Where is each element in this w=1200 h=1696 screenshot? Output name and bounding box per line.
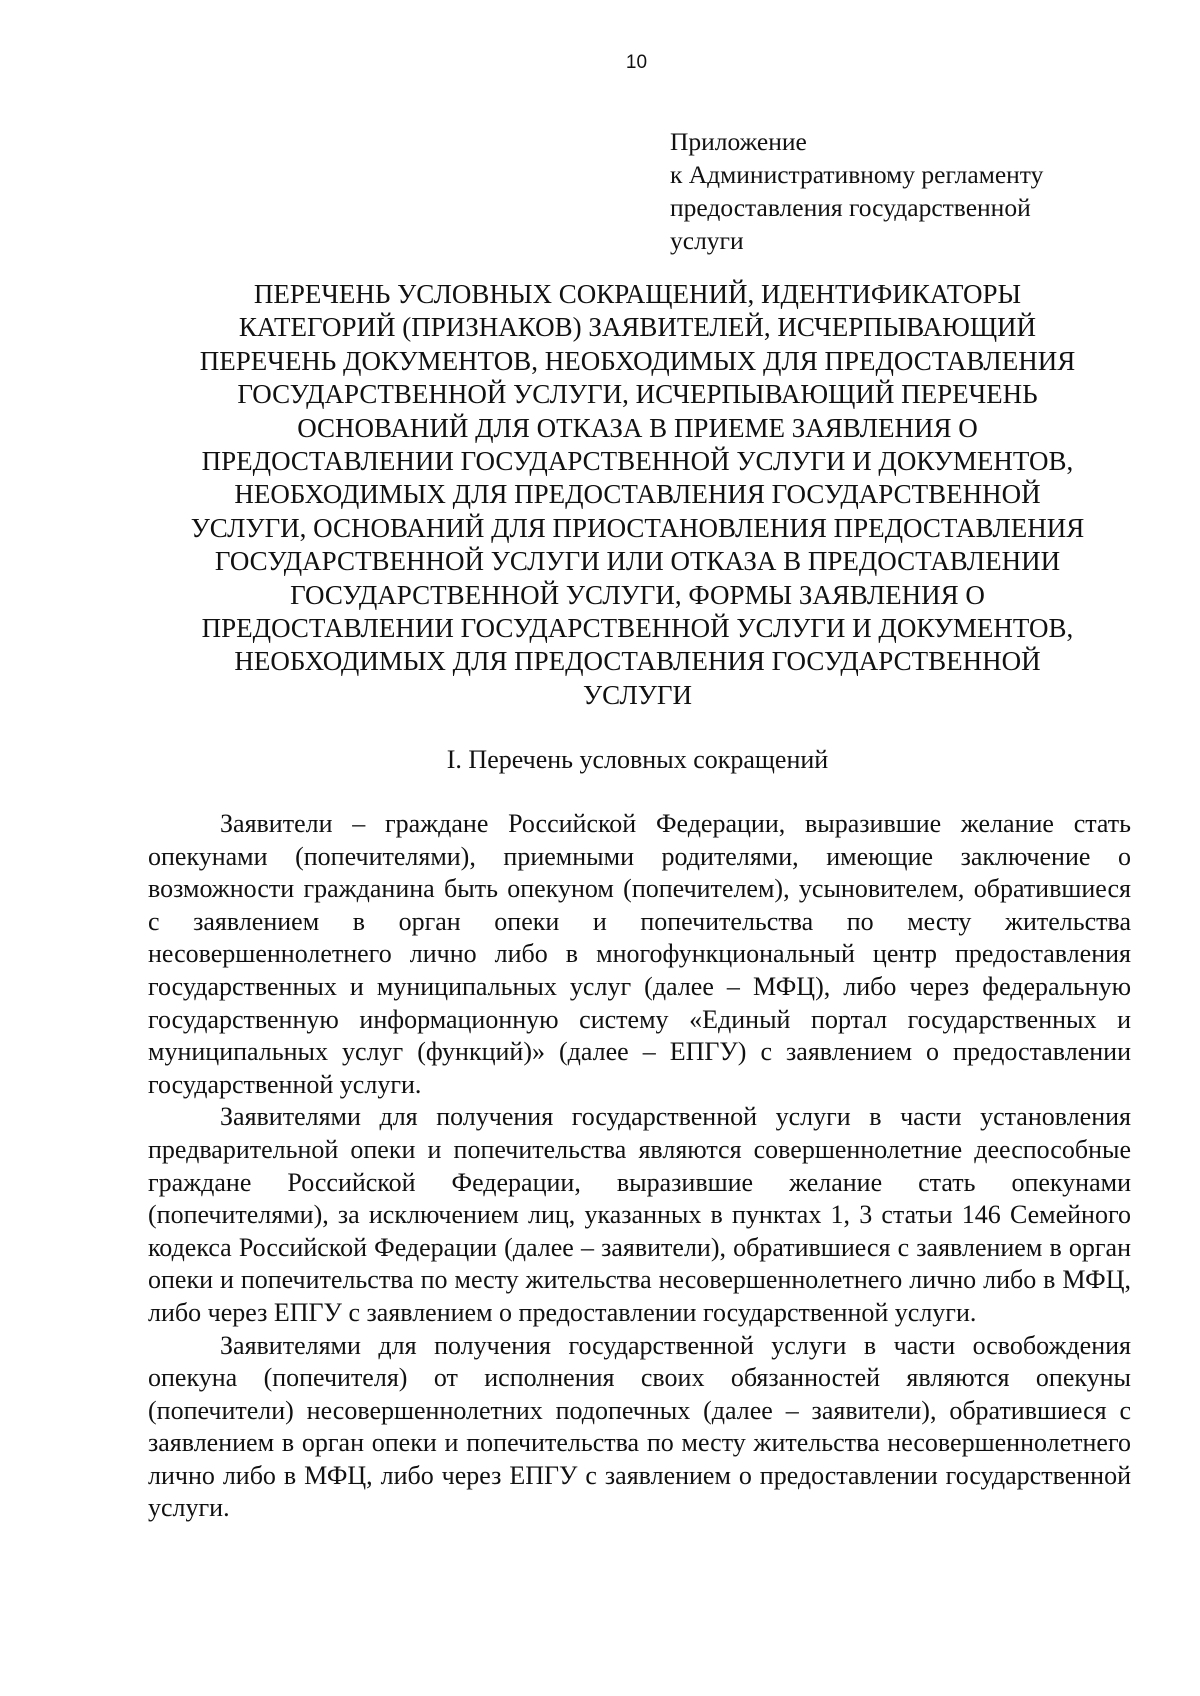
title-line: УСЛУГИ	[583, 679, 692, 710]
appendix-line: к Административному регламенту	[670, 160, 1044, 189]
paragraph: Заявителями для получения государственной услуги в части установления предварительной опеки и попечительства являются совершеннолетние дееспособные граждане Российской Федерации, выразившие желание стать опекунами (попечителями), за исключением лиц, указанных в пунктах 1, 3 статьи 146 Семейного кодекса Российской Федерации (далее – заявители), обратившиеся с заявлением в орган опеки и попечительства по месту жительства несовершеннолетнего лично либо в МФЦ, либо через ЕПГУ с заявлением о предоставлении государственной услуги.	[148, 1102, 1131, 1327]
document-title	[150, 278, 1125, 712]
title-line: ПРЕДОСТАВЛЕНИИ ГОСУДАРСТВЕННОЙ УСЛУГИ И ДОКУМЕНТОВ,	[201, 613, 1074, 644]
title-line: ПЕРЕЧЕНЬ УСЛОВНЫХ СОКРАЩЕНИЙ, ИДЕНТИФИКАТОРЫ	[253, 279, 1022, 309]
appendix-line: услуги	[670, 226, 744, 255]
title-line: ОСНОВАНИЙ ДЛЯ ОТКАЗА В ПРИЕМЕ ЗАЯВЛЕНИЯ О	[297, 412, 978, 443]
paragraph: Заявители – граждане Российской Федерации, выразившие желание стать опекунами (попечителями), приемными родителями, имеющие заключение о возможности гражданина быть опекуном (попечителем), усыновителем, обратившиеся с заявлением в орган опеки и попечительства по месту жительства несовершеннолетнего лично либо в многофункциональный центр предоставления государственных и муниципальных услуг (далее – МФЦ), либо через федеральную государственную информационную систему «Единый портал государственных и муниципальных услуг (функций)» (далее – ЕПГУ) с заявлением о предоставлении государственной услуги.	[148, 809, 1131, 1099]
title-line: КАТЕГОРИЙ (ПРИЗНАКОВ) ЗАЯВИТЕЛЕЙ, ИСЧЕРПЫВАЮЩИЙ	[238, 312, 1037, 343]
appendix-line: Приложение	[670, 127, 807, 156]
title-line: ГОСУДАРСТВЕННОЙ УСЛУГИ, ИСЧЕРПЫВАЮЩИЙ ПЕРЕЧЕНЬ	[237, 379, 1038, 410]
appendix-block	[670, 125, 1150, 257]
section-heading: I. Перечень условных сокращений	[446, 745, 829, 774]
title-line: ПЕРЕЧЕНЬ ДОКУМЕНТОВ, НЕОБХОДИМЫХ ДЛЯ ПРЕДОСТАВЛЕНИЯ	[199, 345, 1076, 376]
title-line: НЕОБХОДИМЫХ ДЛЯ ПРЕДОСТАВЛЕНИЯ ГОСУДАРСТВЕННОЙ	[234, 646, 1041, 677]
title-line: ГОСУДАРСТВЕННОЙ УСЛУГИ, ФОРМЫ ЗАЯВЛЕНИЯ О	[290, 579, 985, 610]
appendix-line: предоставления государственной	[670, 193, 1031, 222]
title-line: УСЛУГИ, ОСНОВАНИЙ ДЛЯ ПРИОСТАНОВЛЕНИЯ ПРЕДОСТАВЛЕНИЯ	[190, 512, 1085, 543]
body-text	[148, 808, 1131, 1525]
paragraph: Заявителями для получения государственной услуги в части освобождения опекуна (попечителя) от исполнения своих обязанностей являются опекуны (попечители) несовершеннолетних подопечных (далее – заявители), обратившиеся с заявлением в орган опеки и попечительства по месту жительства несовершеннолетнего лично либо в МФЦ, либо через ЕПГУ с заявлением о предоставлении государственной услуги.	[148, 1330, 1131, 1523]
page-number: 10	[625, 52, 648, 73]
title-line: ПРЕДОСТАВЛЕНИИ ГОСУДАРСТВЕННОЙ УСЛУГИ И ДОКУМЕНТОВ,	[201, 446, 1074, 477]
title-line: ГОСУДАРСТВЕННОЙ УСЛУГИ ИЛИ ОТКАЗА В ПРЕДОСТАВЛЕНИИ	[214, 546, 1061, 577]
title-line: НЕОБХОДИМЫХ ДЛЯ ПРЕДОСТАВЛЕНИЯ ГОСУДАРСТВЕННОЙ	[234, 479, 1041, 510]
